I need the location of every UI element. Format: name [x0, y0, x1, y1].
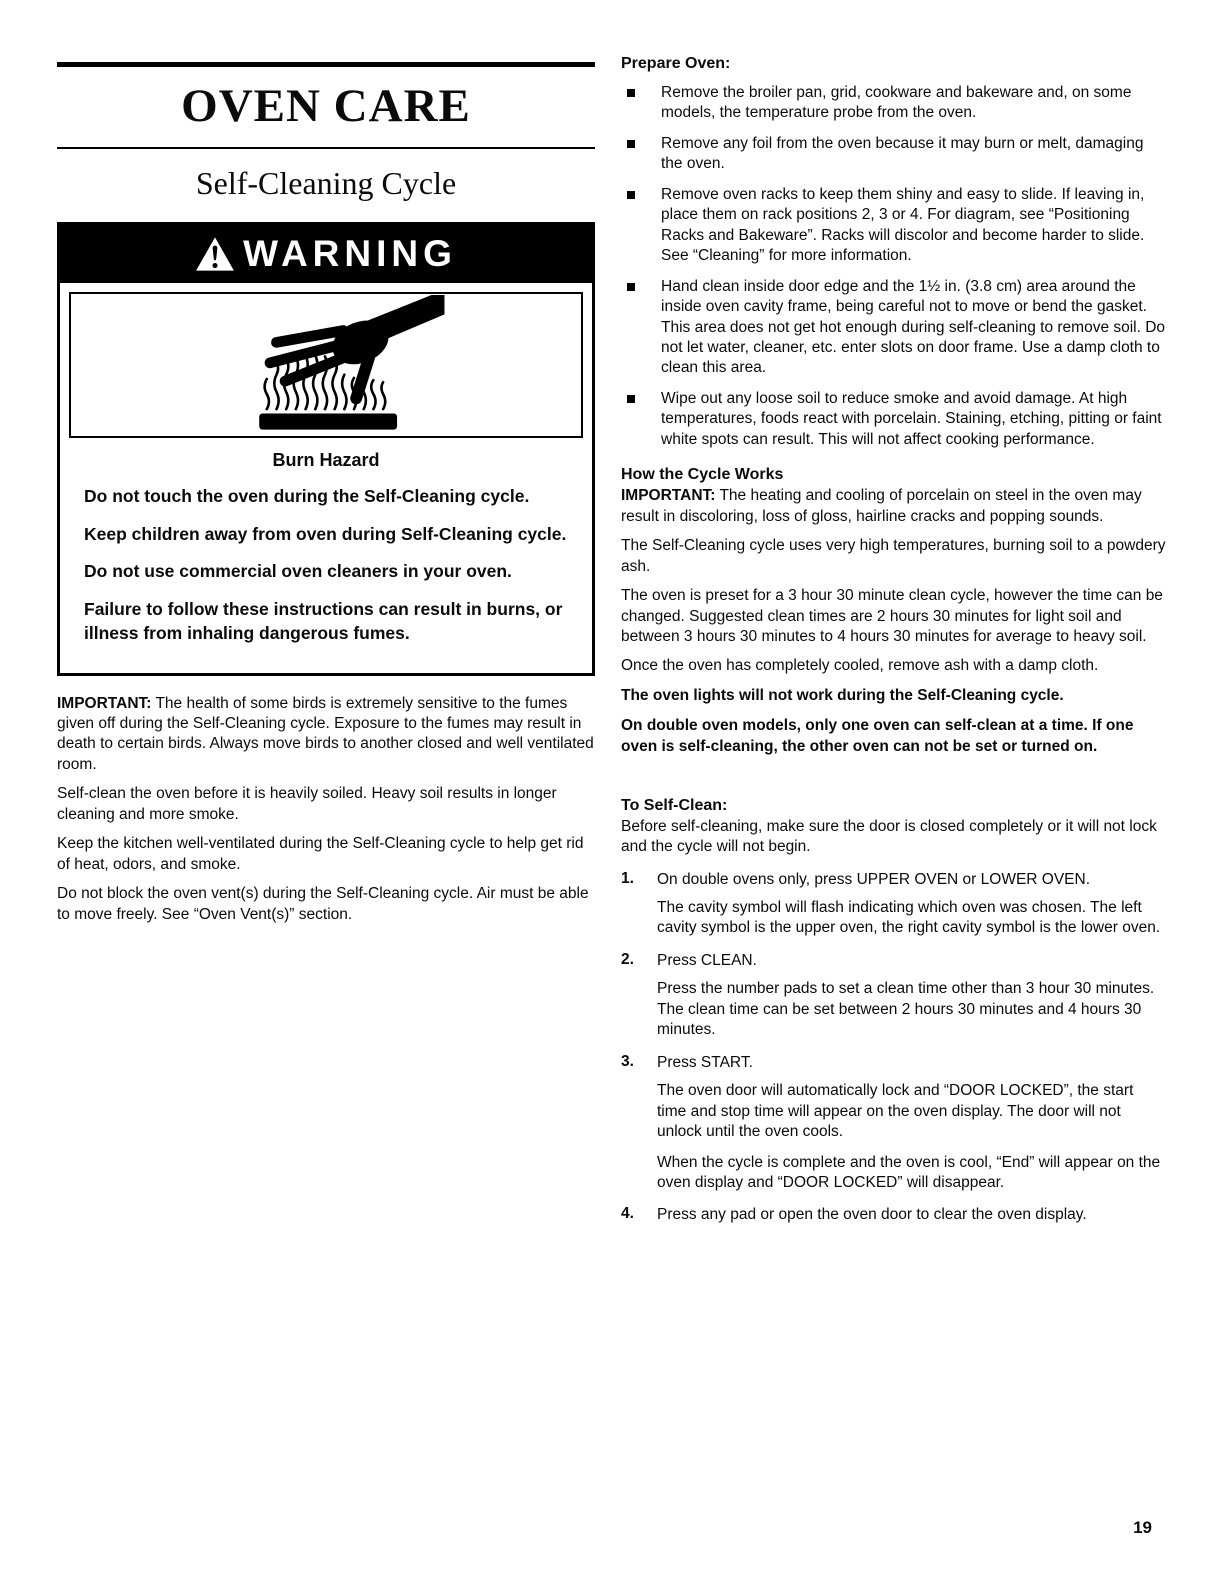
bold-note: The oven lights will not work during the Self-Cleaning cycle.	[621, 686, 1064, 704]
body-paragraph: Self-clean the oven before it is heavily soiled. Heavy soil results in longer cleaning and more smoke.	[57, 785, 557, 823]
step-detail: The cavity symbol will flash indicating which oven was chosen. The left cavity symbol is the upper oven, the right cavity symbol is the lower oven.	[657, 899, 1161, 937]
important-lead: IMPORTANT:	[621, 487, 716, 505]
numbered-step	[621, 870, 1166, 890]
bullet-text: Wipe out any loose soil to reduce smoke and avoid damage. At high temperatures, foods react with porcelain. Staining, etching, pitting or faint white spots can result. This will not affect cooking performance.	[661, 389, 1162, 448]
step-text: Press START.	[657, 1053, 753, 1071]
section-subtitle: Self-Cleaning Cycle	[195, 165, 457, 201]
step-detail: When the cycle is complete and the oven is cool, “End” will appear on the oven display and “DOOR LOCKED” will disappear.	[657, 1153, 1161, 1191]
right-column	[621, 55, 1166, 1230]
square-bullet-icon	[627, 191, 635, 199]
warning-banner-label: WARNING	[243, 233, 457, 274]
body-paragraph: The Self-Cleaning cycle uses very high temperatures, burning soil to a powdery ash.	[621, 537, 1166, 575]
bullet-text: Remove the broiler pan, grid, cookware and bakeware and, on some models, the temperature probe from the oven.	[661, 84, 1132, 122]
important-lead: IMPORTANT:	[57, 694, 152, 712]
bullet-text: Remove any foil from the oven because it may burn or melt, damaging the oven.	[661, 134, 1144, 173]
to-self-clean-heading: To Self-Clean:	[621, 796, 728, 814]
page-title: OVEN CARE	[181, 80, 471, 132]
warning-statement: Do not use commercial oven cleaners in your oven.	[84, 561, 512, 581]
hazard-icon-panel	[69, 292, 583, 438]
body-paragraph: The oven is preset for a 3 hour 30 minute clean cycle, however the time can be changed. Suggested clean times are 2 hours 30 minutes for light soil and between 3 hours 30 minutes to 4 hours 30 minutes for average to heavy soil.	[621, 587, 1163, 645]
square-bullet-icon	[627, 395, 635, 403]
body-paragraph: Once the oven has completely cooled, remove ash with a damp cloth.	[621, 657, 1099, 675]
important-text: The heating and cooling of porcelain on steel in the oven may result in discoloring, loss of gloss, hairline cracks and popping sounds.	[621, 487, 1142, 525]
numbered-step	[621, 1053, 1166, 1073]
step-text: Press CLEAN.	[657, 951, 757, 969]
square-bullet-icon	[627, 140, 635, 148]
step-number: 3.	[621, 1052, 634, 1070]
bold-note: On double oven models, only one oven can self-clean at a time. If one oven is self-cleaning, the other oven can not be set or turned on.	[621, 716, 1134, 755]
list-item	[621, 83, 1166, 124]
list-item	[621, 277, 1166, 379]
title-rule	[57, 147, 595, 149]
square-bullet-icon	[627, 89, 635, 97]
warning-triangle-icon	[195, 236, 235, 272]
body-paragraph: Keep the kitchen well-ventilated during the Self-Cleaning cycle to help get rid of heat, odors, and smoke.	[57, 835, 584, 873]
step-detail: Press the number pads to set a clean time other than 3 hour 30 minutes. The clean time can be set between 2 hours 30 minutes and 4 hours 30 minutes.	[657, 980, 1155, 1039]
left-column	[57, 62, 595, 934]
list-item	[621, 185, 1166, 267]
top-rule	[57, 62, 595, 67]
prepare-oven-heading: Prepare Oven:	[621, 55, 731, 72]
list-item	[621, 134, 1166, 175]
hand-over-hot-surface-icon	[176, 295, 476, 435]
important-note	[621, 486, 1166, 527]
numbered-step	[621, 1205, 1166, 1225]
body-paragraph: Do not block the oven vent(s) during the Self-Cleaning cycle. Air must be able to move freely. See “Oven Vent(s)” section.	[57, 885, 589, 923]
warning-box	[57, 222, 595, 676]
warning-statement: Failure to follow these instructions can result in burns, or illness from inhaling dangerous fumes.	[84, 598, 563, 643]
warning-statement: Keep children away from oven during Self-Cleaning cycle.	[84, 523, 567, 544]
self-clean-intro: Before self-cleaning, make sure the door is closed completely or it will not lock and the cycle will not begin.	[621, 817, 1157, 856]
warning-statements	[60, 484, 592, 673]
step-number: 2.	[621, 950, 634, 968]
spacer	[621, 767, 1166, 781]
bullet-text: Remove oven racks to keep them shiny and easy to slide. If leaving in, place them on rack positions 2, 3 or 4. For diagram, see “Positioning Racks and Bakeware”. Racks will discolor and become harder to slide. See “Cleaning” for more information.	[661, 185, 1145, 265]
step-detail: The oven door will automatically lock and “DOOR LOCKED”, the start time and stop time will appear on the oven display. The door will not unlock until the oven cools.	[657, 1082, 1134, 1141]
important-note	[57, 694, 595, 776]
page-number: 19	[1133, 1518, 1152, 1537]
hazard-title: Burn Hazard	[272, 450, 380, 470]
numbered-step	[621, 951, 1166, 971]
bullet-text: Hand clean inside door edge and the 1½ in. (3.8 cm) area around the inside oven cavity frame, being careful not to move or bend the gasket. This area does not get hot enough during self-cleaning to remove soil. Do not let water, cleaner, etc. enter slots on door frame. Use a damp cloth to clean this area.	[661, 277, 1166, 377]
warning-banner	[60, 225, 592, 283]
step-text: Press any pad or open the oven door to clear the oven display.	[657, 1206, 1087, 1224]
how-cycle-works-heading: How the Cycle Works	[621, 466, 784, 484]
list-item	[621, 389, 1166, 450]
square-bullet-icon	[627, 283, 635, 291]
step-number: 1.	[621, 869, 634, 887]
step-text: On double ovens only, press UPPER OVEN or LOWER OVEN.	[657, 870, 1091, 888]
step-number: 4.	[621, 1205, 634, 1223]
warning-statement: Do not touch the oven during the Self-Cleaning cycle.	[84, 486, 530, 506]
important-text: The health of some birds is extremely sensitive to the fumes given off during the Self-Cleaning cycle. Exposure to the fumes may result in death to certain birds. Always move birds to another closed and well ventilated room.	[57, 694, 594, 773]
